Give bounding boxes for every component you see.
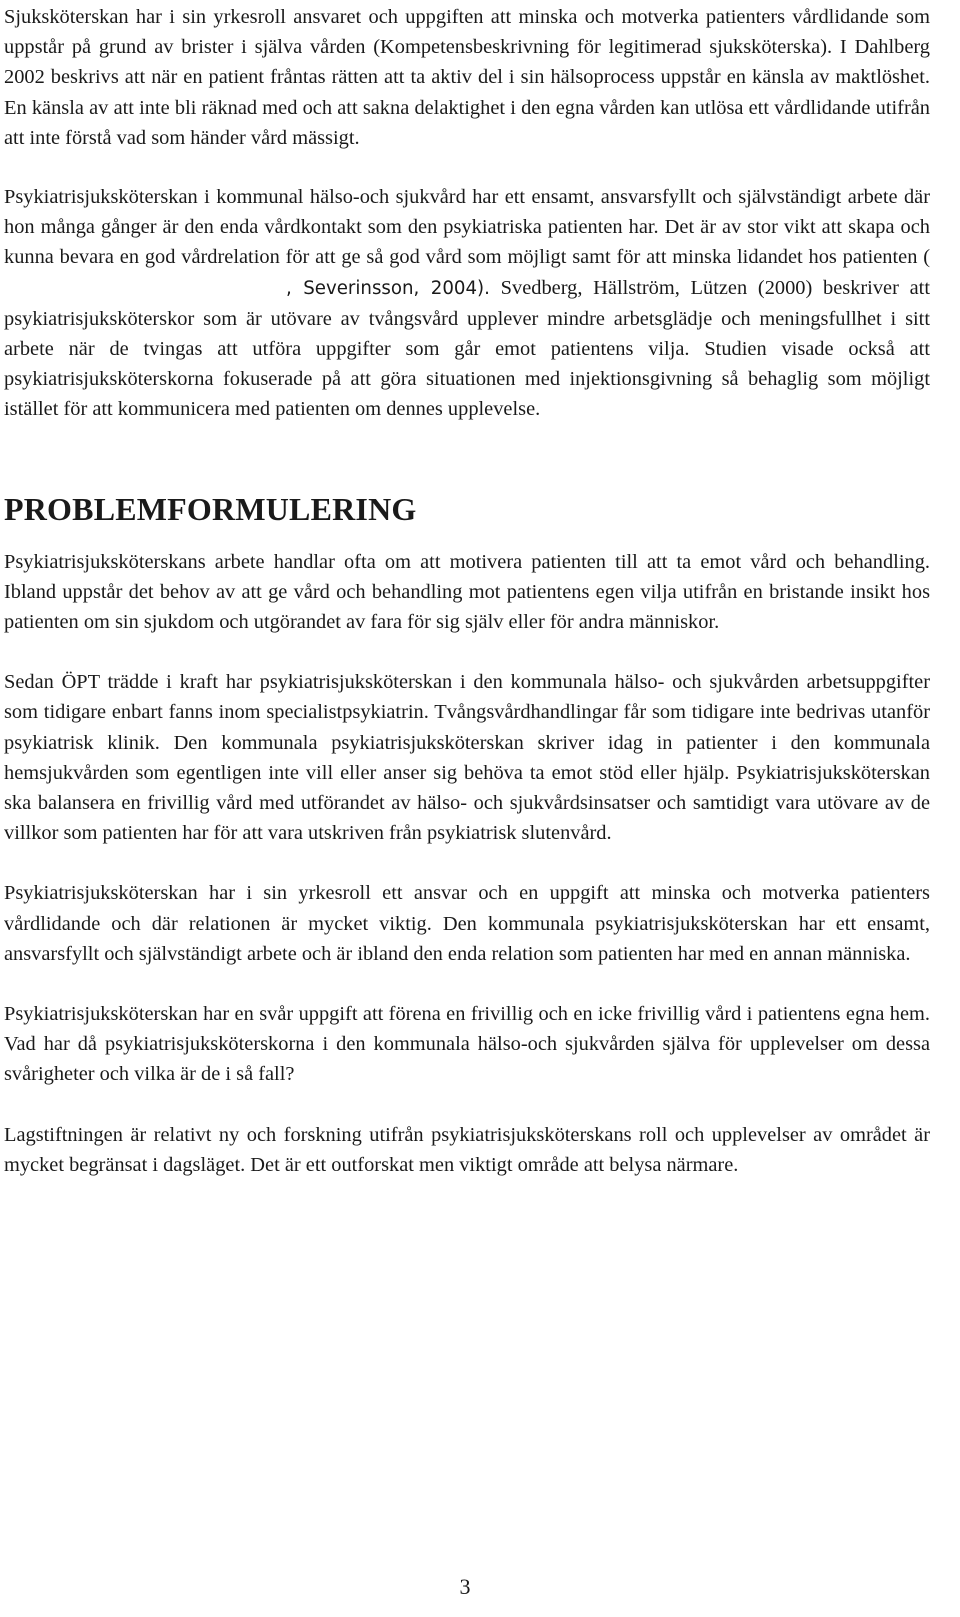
paragraph-psychiatric-nurse-text: Psykiatrisjuksköterskan i kommunal hälso-och sjukvård har ett ensamt, ansvarsfyllt och självständigt arbete där hon många gånger är den enda vårdkontakt som den psykiatriska patienten har. Det är av stor vikt att skapa och kunna bevara en god vårdrelation för att ge så god vård som möjligt samt för att minska lidandet hos patienten ( bbox=[4, 186, 930, 269]
paragraph-problem-3: Psykiatrisjuksköterskan har i sin yrkesroll ett ansvar och en uppgift att minska och motverka patienters vårdlidande och där relationen är mycket viktig. Den kommunala psykiatrisjuksköterskan har ett ensamt, ansvarsfyllt och självständigt arbete och är ibland den enda relation som patienten har med en annan människa. bbox=[4, 882, 930, 965]
citation-text: , Severinsson, 2004). bbox=[286, 277, 490, 299]
paragraph-intro: Sjuksköterskan har i sin yrkesroll ansvaret och uppgiften att minska och motverka patienters vårdlidande som uppstår på grund av brister i själva vården (Kompetensbeskrivning för legitimerad sjuksköterska). I Dahlberg 2002 beskrivs att när en patient fråntas rätten att ta aktiv del i sin hälsoprocess uppstår en känsla av maktlöshet. En känsla av att inte bli räknad med och att sakna delaktighet i den egna vården kan utlösa ett vårdlidande utifrån att inte förstå vad som händer vård mässigt. bbox=[4, 6, 930, 149]
paragraph-psychiatric-nurse-text-cont: Svedberg, Hällström, Lützen (2000) beskriver att psykiatrisjuksköterskor som är utövare av tvångsvård upplever mindre arbetsglädje och meningsfullhet i sitt arbete när de tvingas att utföra uppgifter som går emot patientens vilja. Studien visade också att psykiatrisjuksköterskorna fokuserade på att göra situationen med injektionsgivning så behaglig som möjligt istället för att kommunicera med patienten om dennes upplevelse. bbox=[4, 276, 931, 421]
paragraph-problem-5: Lagstiftningen är relativt ny och forskning utifrån psykiatrisjuksköterskans roll och upplevelser av området är mycket begränsat i dagsläget. Det är ett outforskat men viktigt område att belysa närmare. bbox=[4, 1123, 930, 1176]
page-number: 3 bbox=[459, 1574, 471, 1599]
paragraph-problem-4: Psykiatrisjuksköterskan har en svår uppgift att förena en frivillig och en icke frivillig vård i patientens egna hem. Vad har då psykiatrisjuksköterskorna i den kommunala hälso-och sjukvården själva för upplevelser om dessa svårigheter och vilka är de i så fall? bbox=[4, 1003, 930, 1086]
document-page bbox=[4, 0, 930, 1180]
paragraph-problem-2: Sedan ÖPT trädde i kraft har psykiatrisjuksköterskan i den kommunala hälso- och sjukvården arbetsuppgifter som tidigare enbart fanns inom specialistpsykiatrin. Tvångsvårdhandlingar får som tidigare inte bedrivas utanför psykiatrisk klinik. Den kommunala psykiatrisjuksköterskan skriver idag in patienter i den kommunala hemsjukvården som egentligen inte vill eller anser sig behöva ta emot stöd eller hjälp. Psykiatrisjuksköterskan ska balansera en frivillig vård med utförandet av hälso- och sjukvårdsinsatser och samtidigt vara utövare av de villkor som patienten har för att vara utskriven från psykiatrisk slutenvård. bbox=[4, 671, 930, 845]
section-heading: PROBLEMFORMULERING bbox=[4, 490, 417, 527]
paragraph-problem-1: Psykiatrisjuksköterskans arbete handlar ofta om att motivera patienten till att ta emot vård och behandling. Ibland uppstår det behov av att ge vård och behandling mot patientens egen vilja utifrån en bristande insikt hos patienten om sin sjukdom och utgörandet av fara för sig själv eller för andra människor. bbox=[4, 550, 930, 634]
paragraph-psychiatric-nurse bbox=[4, 182, 930, 425]
